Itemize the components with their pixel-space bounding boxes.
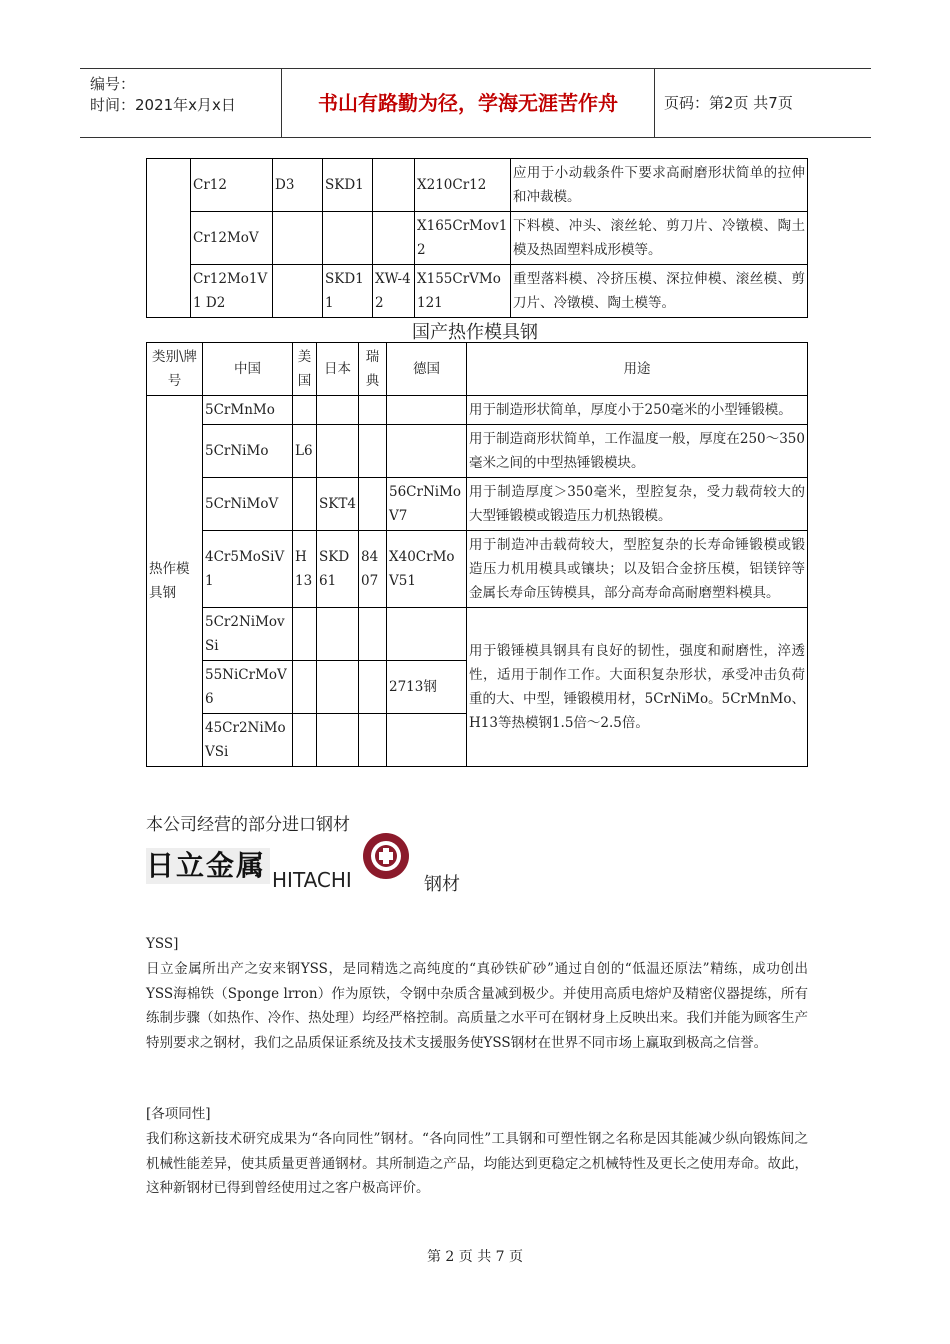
table-header-row [147,343,808,396]
grade-cn: Cr12Mo1V1 D2 [191,265,273,318]
page-footer: 第 2 页 共 7 页 [426,1249,524,1265]
hot-section-title: 国产热作模具钢 [412,322,538,343]
usage-cell: 重型落料模、冷挤压模、深拉伸模、滚丝模、剪刀片、冷镦模、陶土模等。 [511,265,808,318]
grade-us [293,478,317,531]
header-category: 类别\牌号 [147,343,203,396]
grade-de: X155CrVMo121 [415,265,511,318]
grade-se [373,212,415,265]
grade-se [359,608,387,661]
grade-us [293,608,317,661]
table-row [147,608,808,661]
grade-de: 56CrNiMoV7 [387,478,467,531]
header-us: 美国 [293,343,317,396]
header-jp: 日本 [317,343,359,396]
table-row [147,265,808,318]
grade-cn: Cr12MoV [191,212,273,265]
isotropy-body: 我们称这新技术研究成果为“各向同性”钢材。“各向同性”工具钢和可塑性钢之名称是因其能减少纵向锻炼间之机械性能差异，使其质量更普通钢材。其所制造之产品，均能达到更稳定之机械特性及更长之使用寿命。故此，这种新钢材已得到曾经使用过之客户极高评价。 [146,1131,808,1196]
hot-work-steel-table [146,342,808,767]
hitachi-emblem-icon [362,832,410,880]
grade-jp [317,608,359,661]
grade-cn: 45Cr2NiMoVSi [203,714,293,767]
grade-us [293,714,317,767]
yss-body: 日立金属所出产之安来钢YSS，是同精选之高纯度的“真砂铁矿砂”通过自创的“低温还原法”精练，成功创出YSS海棉铁（Sponge lrron）作为原铁，令钢中杂质含量减到极少。并使用高质电熔炉及精密仪器提练，所有练制步骤（如热作、冷作、热处理）均经严格控制。高质量之水平可在钢材身上反映出来。我们并能为顾客生产特别要求之钢材，我们之品质保证系统及技术支援服务使YSS钢材在世界不同市场上赢取到极高之信誉。 [146,961,808,1051]
grade-jp: SKT4 [317,478,359,531]
grade-cn: Cr12 [191,159,273,212]
grade-se [359,425,387,478]
grade-jp [317,714,359,767]
usage-cell: 应用于小动载条件下要求高耐磨形状简单的拉伸和冲裁模。 [511,159,808,212]
doc-number-label: 编号： [90,75,136,93]
grade-se: XW-42 [373,265,415,318]
table-row [147,478,808,531]
grade-cn: 5Cr2NiMovSi [203,608,293,661]
grade-jp [323,212,373,265]
grade-de [387,425,467,478]
grade-us [293,661,317,714]
grade-us [273,265,323,318]
table-row [147,531,808,608]
cold-work-steel-table [146,158,808,318]
grade-se: 8407 [359,531,387,608]
category-cell [147,159,191,318]
category-cell: 热作模具钢 [147,396,203,767]
header-use: 用途 [467,343,808,396]
usage-cell: 用于制造形状简单，厚度小于250毫米的小型锤锻模。 [467,396,808,425]
usage-cell: 用于制造冲击载荷较大，型腔复杂的长寿命锤锻模或锻造压力机用模具或镶块；以及铝合金挤压模，铝镁锌等金属长寿命压铸模具，部分高寿命高耐磨塑料模具。 [467,531,808,608]
imports-intro: 本公司经营的部分进口钢材 [146,815,350,835]
grade-us: L6 [293,425,317,478]
grade-jp [317,425,359,478]
yss-title: YSS] [146,936,179,952]
grade-cn: 5CrNiMo [203,425,293,478]
grade-se [359,714,387,767]
grade-de [387,608,467,661]
table-row [147,396,808,425]
grade-us [273,212,323,265]
usage-cell-merged: 用于锻锤模具钢具有良好的韧性，强度和耐磨性，淬透性，适用于制作工作。大面积复杂形状，承受冲击负荷重的大、中型，锤锻模用材，5CrNiMo。5CrMnMo、H13等热模钢1.5倍～2.5倍。 [467,608,808,767]
steel-label: 钢材 [424,874,460,895]
table-row [147,159,808,212]
header-page-number: 页码：第2页 共7页 [664,94,793,112]
grade-de [387,396,467,425]
grade-jp: SKD61 [317,531,359,608]
grade-se [359,661,387,714]
page-header [80,68,871,138]
header-cn: 中国 [203,343,293,396]
grade-cn: 5CrNiMoV [203,478,293,531]
hitachi-brand-row [146,838,546,895]
usage-cell: 下料模、冲头、滚丝轮、剪刀片、冷镦模、陶土模及热固塑料成形模等。 [511,212,808,265]
hitachi-en-label: HITACHI [272,868,352,892]
table-row [147,425,808,478]
isotropy-title: [各项同性] [146,1106,211,1122]
header-se: 瑞典 [359,343,387,396]
usage-cell: 用于制造厚度＞350毫米，型腔复杂，受力载荷较大的大型锤锻模或锻造压力机热锻模。 [467,478,808,531]
grade-cn: 5CrMnMo [203,396,293,425]
table-row [147,212,808,265]
grade-cn: 4Cr5MoSiV1 [203,531,293,608]
grade-us: H13 [293,531,317,608]
grade-de: 2713钢 [387,661,467,714]
header-motto: 书山有路勤为径，学海无涯苦作舟 [282,69,655,137]
doc-time-label: 时间：2021年x月x日 [90,96,236,114]
grade-se [373,159,415,212]
grade-de: X40CrMoV51 [387,531,467,608]
grade-de: X210Cr12 [415,159,511,212]
grade-de [387,714,467,767]
hitachi-jp-logo: 日立金属 [146,848,270,884]
grade-se [359,478,387,531]
grade-de: X165CrMov12 [415,212,511,265]
grade-jp: SKD1 [323,159,373,212]
usage-cell: 用于制造商形状简单，工作温度一般，厚度在250～350毫米之间的中型热锤锻模块。 [467,425,808,478]
header-meta [80,69,282,137]
grade-se [359,396,387,425]
grade-us: D3 [273,159,323,212]
grade-us [293,396,317,425]
grade-jp: SKD11 [323,265,373,318]
grade-jp [317,661,359,714]
header-de: 德国 [387,343,467,396]
grade-cn: 55NiCrMoV6 [203,661,293,714]
grade-jp [317,396,359,425]
